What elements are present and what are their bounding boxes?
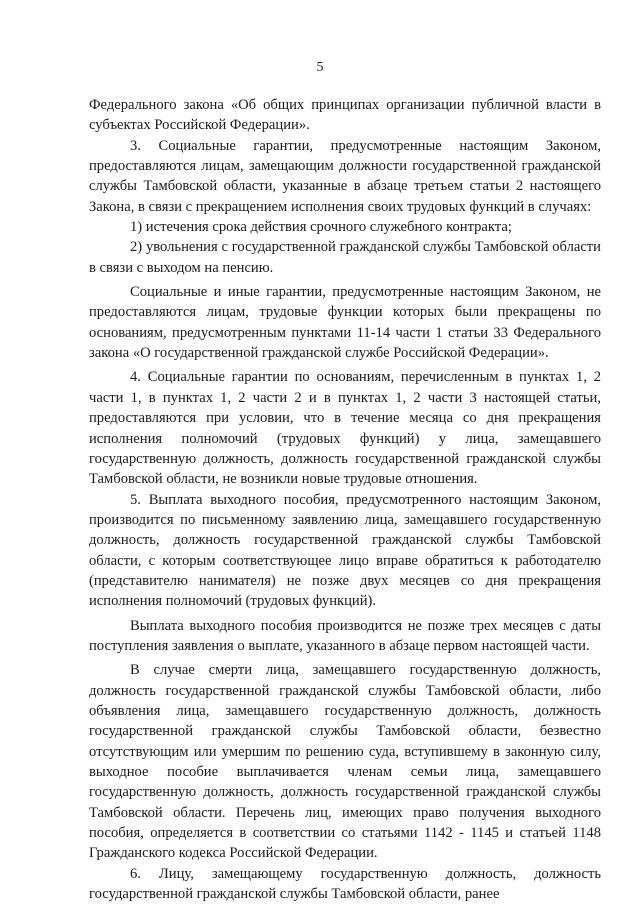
paragraph-part-6: 6. Лицу, замещающему государственную должность, должность государственной гражданской службы Тамбовской области, ранее: [89, 865, 601, 903]
document-body: [89, 95, 601, 904]
paragraph-part-3: 3. Социальные гарантии, предусмотренные настоящим Законом, предоставляются лицам, замещающим должности государственной гражданской службы Тамбовской области, указанные в абзаце третьем статьи 2 настоящего Закона, в связи с прекращением исполнения своих трудовых функций в случаях:: [89, 137, 601, 215]
page-number: 5: [316, 60, 324, 75]
paragraph-part-5: 5. Выплата выходного пособия, предусмотренного настоящим Законом, производится по письменному заявлению лица, замещавшего государственную должность, должность государственной гражданской службы Тамбовской области, с которым соответствующее лицо вправе обратиться к работодателю (представителю нанимателя) не позже двух месяцев со дня прекращения исполнения полномочий (трудовых функций).: [89, 491, 601, 610]
paragraph-payment-term: Выплата выходного пособия производится не позже трех месяцев с даты поступления заявления о выплате, указанного в абзаце первом настоящей части.: [89, 617, 601, 654]
paragraph-continuation: Федерального закона «Об общих принципах организации публичной власти в субъектах Российской Федерации».: [89, 97, 601, 134]
paragraph-part-4: 4. Социальные гарантии по основаниям, перечисленным в пунктах 1, 2 части 1, в пунктах 1, 2 части 2 и в пунктах 1, 2 части 3 настоящей статьи, предоставляются при условии, что в течение месяца со дня прекращения исполнения полномочий (трудовых функций) у лица, замещавшего государственную должность, должность государственной гражданской службы Тамбовской области, не возникли новые трудовые отношения.: [89, 369, 601, 488]
paragraph-death-case: В случае смерти лица, замещавшего государственную должность, должность государственной гражданской службы Тамбовской области, либо объявления лица, замещавшего государственную должность, должность государственной гражданской службы Тамбовской области, безвестно отсутствующим или умершим по решению суда, вступившему в законную силу, выходное пособие выплачивается членам семьи лица, замещавшего государственную должность, должность государственной гражданской службы Тамбовской области. Перечень лиц, имеющих право получения выходного пособия, определяется в соответствии со статьями 1142 - 1145 и статьей 1148 Гражданского кодекса Российской Федерации.: [89, 662, 601, 862]
paragraph-exclusions: Социальные и иные гарантии, предусмотренные настоящим Законом, не предоставляются лицам, трудовые функции которых были прекращены по основаниям, предусмотренным пунктами 11-14 части 1 статьи 33 Федерального закона «О государственной гражданской службе Российской Федерации».: [89, 284, 601, 362]
paragraph-item-1: 1) истечения срока действия срочного служебного контракта;: [130, 219, 512, 236]
paragraph-item-2: 2) увольнения с государственной гражданской службы Тамбовской области в связи с выходом на пенсию.: [89, 239, 601, 276]
